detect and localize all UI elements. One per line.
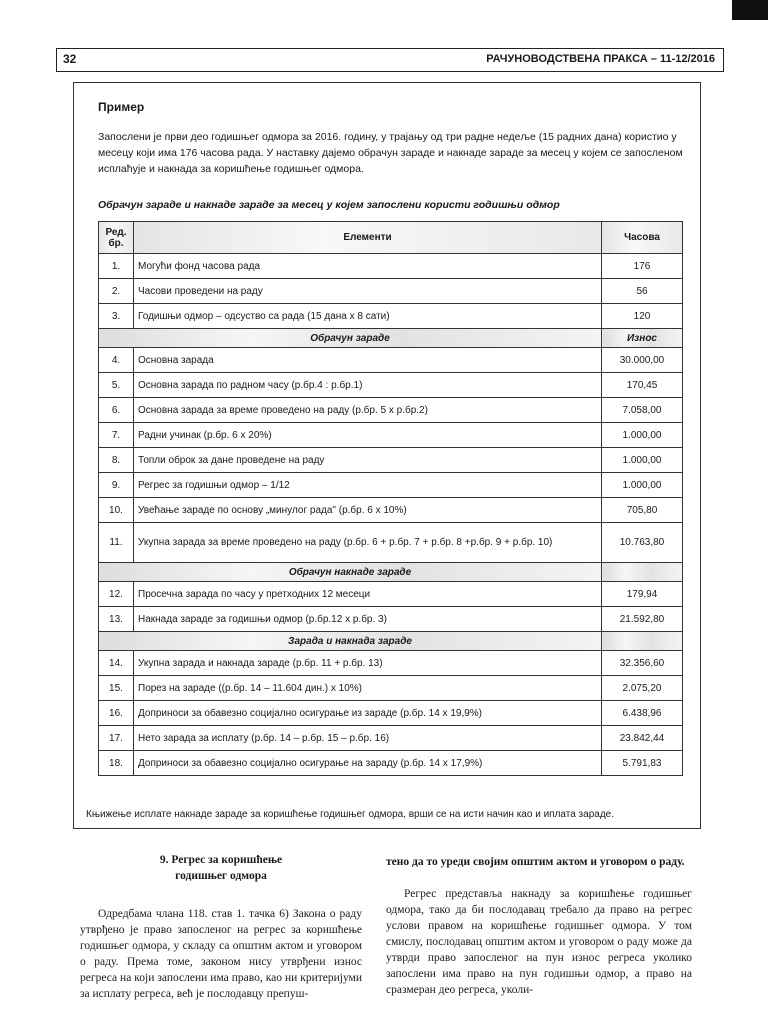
row-number: 1. xyxy=(99,254,134,279)
section-value: Износ xyxy=(602,329,683,348)
table-row xyxy=(99,726,683,751)
row-number: 17. xyxy=(99,726,134,751)
row-number: 13. xyxy=(99,607,134,632)
section-label: Зарада и накнада зараде xyxy=(99,632,602,651)
row-number: 16. xyxy=(99,701,134,726)
row-value: 56 xyxy=(602,279,683,304)
row-label: Укупна зарада за време проведено на раду (р.бр. 6 + р.бр. 7 + р.бр. 8 +р.бр. 9 + р.бр. 10) xyxy=(134,523,602,563)
row-value: 170,45 xyxy=(602,373,683,398)
table-row xyxy=(99,348,683,373)
row-label: Регрес за годишњи одмор – 1/12 xyxy=(134,473,602,498)
row-number: 10. xyxy=(99,498,134,523)
example-title: Пример xyxy=(98,100,145,114)
left-paragraph: Одредбама члана 118. став 1. тачка 6) Закона о раду утврђено је право запосленог на регрес за коришћење годишњег одмора, у складу са општим актом и уговором о раду. Према томе, законом нису утврђени износ регреса на који запослени има право, као ни критеријуми за исплату регреса, већ је послодавцу препуш- xyxy=(80,908,362,1000)
running-title: РАЧУНОВОДСТВЕНА ПРАКСА – 11-12/2016 xyxy=(486,53,715,65)
row-label: Укупна зарада и накнада зараде (р.бр. 11 + р.бр. 13) xyxy=(134,651,602,676)
section-value xyxy=(602,563,683,582)
row-value: 6.438,96 xyxy=(602,701,683,726)
table-row xyxy=(99,423,683,448)
row-label: Порез на зараде ((р.бр. 14 – 11.604 дин.) x 10%) xyxy=(134,676,602,701)
row-value: 1.000,00 xyxy=(602,423,683,448)
row-value: 705,80 xyxy=(602,498,683,523)
row-label: Радни учинак (р.бр. 6 x 20%) xyxy=(134,423,602,448)
row-label: Увећање зараде по основу „минулог рада" (р.бр. 6 x 10%) xyxy=(134,498,602,523)
right-intro: тено да то уреди својим општим актом и уговором о раду. xyxy=(386,856,685,868)
section-value xyxy=(602,632,683,651)
footnote: Књижење исплате накнаде зараде за коришћење годишњег одмора, врши се на исти начин као и иплата зараде. xyxy=(86,809,614,820)
example-intro: Запослени је први део годишњег одмора за 2016. годину, у трајању од три радне недеље (15 радних дана) користио у месецу који има 176 часова рада. У наставку дајемо обрачун зараде и накнаде зараде за месец у којем се запосленом исплаћује и накнада за коришћење годишњег одмора. xyxy=(98,131,683,175)
row-number: 3. xyxy=(99,304,134,329)
row-value: 10.763,80 xyxy=(602,523,683,563)
row-value: 179,94 xyxy=(602,582,683,607)
row-number: 14. xyxy=(99,651,134,676)
row-value: 23.842,44 xyxy=(602,726,683,751)
row-value: 1.000,00 xyxy=(602,473,683,498)
row-value: 21.592,80 xyxy=(602,607,683,632)
table-section-row xyxy=(99,329,683,348)
row-label: Нето зарада за исплату (р.бр. 14 – р.бр. 15 – р.бр. 16) xyxy=(134,726,602,751)
section-heading xyxy=(80,852,362,884)
row-value: 120 xyxy=(602,304,683,329)
table-section-row xyxy=(99,632,683,651)
page-header xyxy=(56,48,724,72)
table-row xyxy=(99,279,683,304)
row-label: Основна зарада по радном часу (р.бр.4 : р.бр.1) xyxy=(134,373,602,398)
row-value: 1.000,00 xyxy=(602,448,683,473)
table-row xyxy=(99,473,683,498)
row-value: 2.075,20 xyxy=(602,676,683,701)
row-label: Часови проведени на раду xyxy=(134,279,602,304)
row-label: Могући фонд часова рада xyxy=(134,254,602,279)
header-elements: Елементи xyxy=(134,222,602,254)
row-number: 6. xyxy=(99,398,134,423)
row-label: Доприноси за обавезно социјално осигурање из зараде (р.бр. 14 x 19,9%) xyxy=(134,701,602,726)
row-value: 176 xyxy=(602,254,683,279)
table-row xyxy=(99,254,683,279)
row-value: 5.791,83 xyxy=(602,751,683,776)
row-value: 7.058,00 xyxy=(602,398,683,423)
table-row xyxy=(99,651,683,676)
table-header-row xyxy=(99,222,683,254)
row-number: 5. xyxy=(99,373,134,398)
table-row xyxy=(99,523,683,563)
header-hours: Часова xyxy=(602,222,683,254)
table-row xyxy=(99,701,683,726)
row-value: 30.000,00 xyxy=(602,348,683,373)
right-column xyxy=(386,854,692,998)
row-number: 12. xyxy=(99,582,134,607)
row-label: Годишњи одмор – одсуство са рада (15 дана x 8 сати) xyxy=(134,304,602,329)
table-row xyxy=(99,373,683,398)
row-number: 2. xyxy=(99,279,134,304)
example-box xyxy=(73,82,701,829)
row-label: Доприноси за обавезно социјално осигурање на зараду (р.бр. 14 x 17,9%) xyxy=(134,751,602,776)
row-number: 4. xyxy=(99,348,134,373)
table-section-row xyxy=(99,563,683,582)
left-column xyxy=(80,852,362,1002)
calculation-table xyxy=(98,221,683,776)
row-label: Просечна зарада по часу у претходних 12 месеци xyxy=(134,582,602,607)
table-row xyxy=(99,607,683,632)
row-value: 32.356,60 xyxy=(602,651,683,676)
scan-corner-mark xyxy=(732,0,768,20)
table-row xyxy=(99,448,683,473)
table-row xyxy=(99,398,683,423)
row-number: 15. xyxy=(99,676,134,701)
right-paragraph: Регрес представља накнаду за коришћење годишњег одмора, тако да би послодавац требало да право на регрес услови правом на коришћење годишњег одмора. У том смислу, послодавац општим актом и уговором о раду може да утврди право запосленог на пун износ регреса уколико запослени има право на пун годишњи одмор, а право на сразмеран део регреса, уколи- xyxy=(386,888,692,996)
row-number: 8. xyxy=(99,448,134,473)
table-row xyxy=(99,676,683,701)
row-number: 9. xyxy=(99,473,134,498)
table-row xyxy=(99,304,683,329)
row-number: 7. xyxy=(99,423,134,448)
section-label: Обрачун накнаде зараде xyxy=(99,563,602,582)
table-row xyxy=(99,751,683,776)
row-label: Основна зарада за време проведено на раду (р.бр. 5 x р.бр.2) xyxy=(134,398,602,423)
section-label: Обрачун зараде xyxy=(99,329,602,348)
row-number: 18. xyxy=(99,751,134,776)
row-label: Основна зарада xyxy=(134,348,602,373)
row-label: Топли оброк за дане проведене на раду xyxy=(134,448,602,473)
page-number: 32 xyxy=(63,52,77,66)
table-row xyxy=(99,582,683,607)
row-number: 11. xyxy=(99,523,134,563)
table-title: Обрачун зараде и накнаде зараде за месец у којем запослени користи годишњи одмор xyxy=(98,199,560,211)
header-no: Ред. бр. xyxy=(99,222,134,254)
section-heading-line-2: годишњег одмора xyxy=(175,870,267,882)
section-heading-line-1: 9. Регрес за коришћење xyxy=(159,854,283,866)
row-label: Накнада зараде за годишњи одмор (р.бр.12 x р.бр. 3) xyxy=(134,607,602,632)
table-row xyxy=(99,498,683,523)
